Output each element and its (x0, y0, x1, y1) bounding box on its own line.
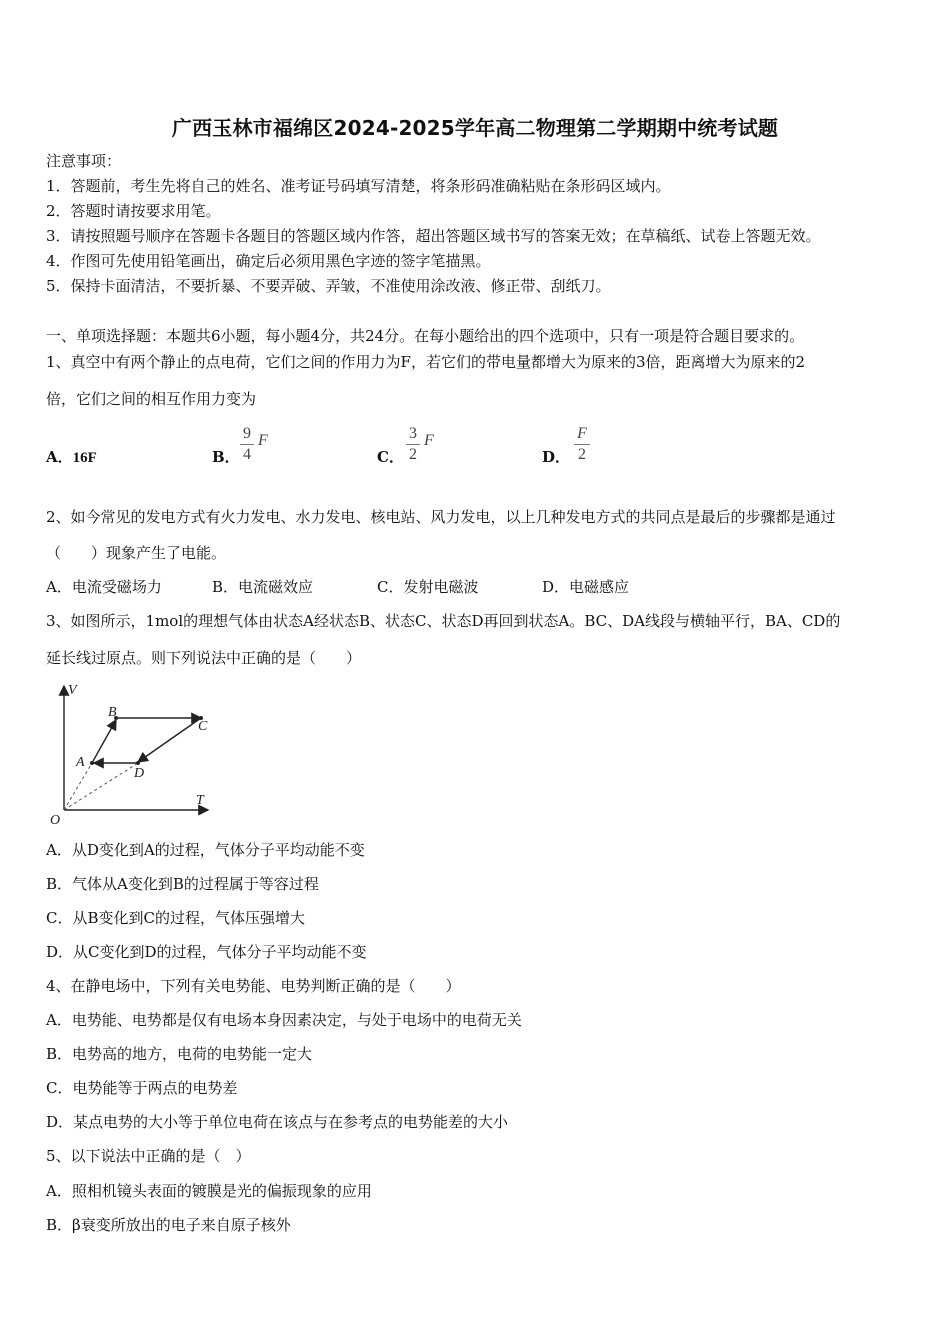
question-4-option-a: A．电势能、电势都是仅有电场本身因素决定，与处于电场中的电荷无关 (46, 1011, 522, 1029)
fraction-numerator: F (577, 425, 587, 442)
question-1-option-b-fraction (240, 425, 254, 464)
dashed-extension-ba (64, 763, 92, 810)
question-2-stem-cont: （ ）现象产生了电能。 (46, 544, 227, 562)
question-1-stem: 1、真空中有两个静止的点电荷，它们之间的作用力为F，若它们的带电量都增大为原来的3倍，距离增大为原来的2 (46, 353, 806, 371)
point-d (136, 761, 140, 765)
fraction-denominator: 2 (409, 446, 417, 463)
question-2-option-a: A．电流受磁场力 (46, 578, 162, 596)
fraction-denominator: 2 (578, 446, 586, 463)
question-3-stem: 3、如图所示，1mol的理想气体由状态A经状态B、状态C、状态D再回到状态A。BC、DA线段与横轴平行，BA、CD的 (46, 612, 841, 630)
vt-diagram (46, 678, 226, 828)
notice-item: 5．保持卡面清洁，不要折暴、不要弄破、弄皱，不准使用涂改液、修正带、刮纸刀。 (46, 277, 611, 295)
path-c-to-d (138, 718, 201, 762)
label-b: B (108, 705, 117, 720)
question-3-option-b: B．气体从A变化到B的过程属于等容过程 (46, 875, 319, 893)
question-4-stem: 4、在静电场中，下列有关电势能、电势判断正确的是（ ） (46, 977, 461, 995)
question-5-option-a: A．照相机镜头表面的镀膜是光的偏振现象的应用 (46, 1182, 372, 1200)
question-5-option-b: B．β衰变所放出的电子来自原子核外 (46, 1216, 291, 1234)
notice-item: 4．作图可先使用铅笔画出，确定后必须用黑色字迹的签字笔描黑。 (46, 252, 491, 270)
label-a: A (76, 755, 85, 770)
section-heading: 一、单项选择题：本题共6小题，每小题4分，共24分。在每小题给出的四个选项中，只有一项是符合题目要求的。 (46, 327, 805, 345)
question-5-stem: 5、以下说法中正确的是（ ） (46, 1147, 251, 1165)
notice-item: 2．答题时请按要求用笔。 (46, 202, 221, 220)
notice-item: 1．答题前，考生先将自己的姓名、准考证号码填写清楚，将条形码准确粘贴在条形码区域内。 (46, 177, 671, 195)
question-2-option-b: B．电流磁效应 (212, 578, 314, 596)
fraction-denominator: 4 (243, 446, 251, 463)
question-1-option-c-fraction (406, 425, 420, 464)
question-1-option-d-label: D． (542, 448, 571, 466)
notice-item: 3．请按照题号顺序在答题卡各题目的答题区域内作答，超出答题区域书写的答案无效；在草稿纸、试卷上答题无效。 (46, 227, 821, 245)
path-a-to-b (92, 720, 116, 763)
label-v: V (68, 683, 77, 698)
question-4-option-c: C．电势能等于两点的电势差 (46, 1079, 238, 1097)
option-value: 16F (72, 450, 97, 466)
question-1-option-c-label: C． (377, 448, 404, 466)
label-d: D (134, 766, 145, 781)
page-title: 广西玉林市福绵区2024-2025学年高二物理第二学期期中统考试题 (171, 116, 779, 140)
question-3-stem-cont: 延长线过原点。则下列说法中正确的是（ ） (46, 649, 362, 667)
question-2-option-c: C．发射电磁波 (377, 578, 479, 596)
point-a (90, 761, 94, 765)
question-1-option-d-fraction (574, 425, 590, 464)
label-t: T (196, 793, 204, 808)
label-o: O (50, 813, 61, 828)
fraction-numerator: 3 (409, 425, 417, 442)
question-2-stem: 2、如今常见的发电方式有火力发电、水力发电、核电站、风力发电，以上几种发电方式的共同点是最后的步骤都是通过 (46, 508, 836, 526)
question-2-option-d: D．电磁感应 (542, 578, 630, 596)
option-label: A． (46, 448, 73, 466)
question-4-option-d: D．某点电势的大小等于单位电荷在该点与在参考点的电势能差的大小 (46, 1113, 509, 1131)
force-symbol: F (258, 432, 268, 449)
force-symbol: F (424, 432, 434, 449)
question-4-option-b: B．电势高的地方，电荷的电势能一定大 (46, 1045, 313, 1063)
dashed-extension-cd (64, 763, 138, 810)
fraction-numerator: 9 (243, 425, 251, 442)
notice-heading: 注意事项： (46, 152, 122, 170)
label-c: C (198, 719, 208, 734)
question-3-option-d: D．从C变化到D的过程，气体分子平均动能不变 (46, 943, 367, 961)
question-1-stem-cont: 倍，它们之间的相互作用力变为 (46, 390, 257, 408)
question-3-option-c: C．从B变化到C的过程，气体压强增大 (46, 909, 305, 927)
question-3-option-a: A．从D变化到A的过程，气体分子平均动能不变 (46, 841, 365, 859)
question-1-option-a (46, 447, 97, 468)
question-1-option-b-label: B． (212, 448, 240, 466)
